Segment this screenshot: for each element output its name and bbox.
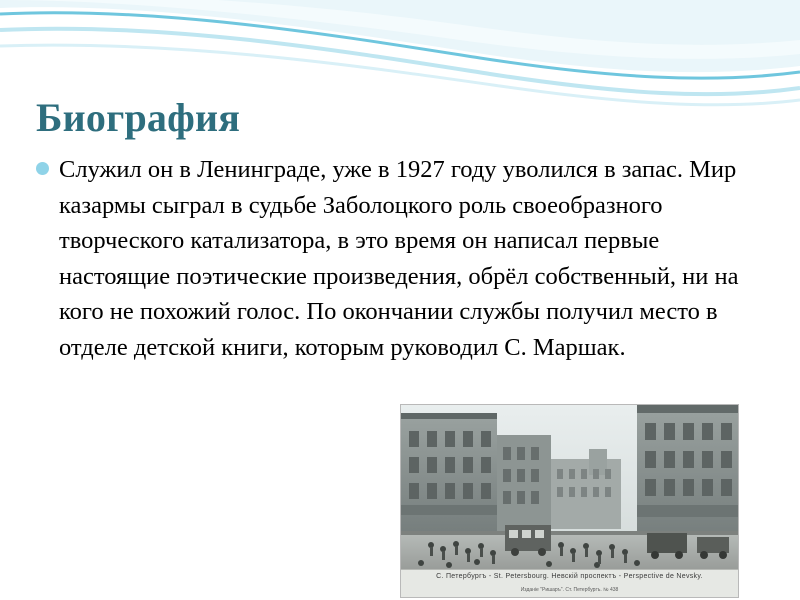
bullet-dot-icon: [36, 162, 49, 175]
page-title: Биография: [36, 95, 241, 140]
image-caption-secondary: Изданiе "Ришаръ". Ст. Петербургъ. № 438: [520, 587, 619, 593]
list-item: [36, 152, 768, 365]
image-caption: С. Петербургъ - St. Petersbourg. Невскiй проспектъ - Perspective de Nevsky.: [436, 573, 703, 580]
postcard-illustration: [401, 405, 738, 597]
nevsky-prospect-postcard-image: [400, 404, 739, 598]
content-body: [36, 152, 768, 365]
list-item-text: Служил он в Ленинграде, уже в 1927 году уволился в запас. Мир казармы сыграл в судьбе Заболоцкого роль своеобразного творческого катализатора, в это время он написал первые настоящие поэтические произведения, обрёл собственный, ни на кого не похожий голос. По окончании службы получил место в отделе детской книги, которым руководил С. Маршак.: [59, 156, 739, 361]
